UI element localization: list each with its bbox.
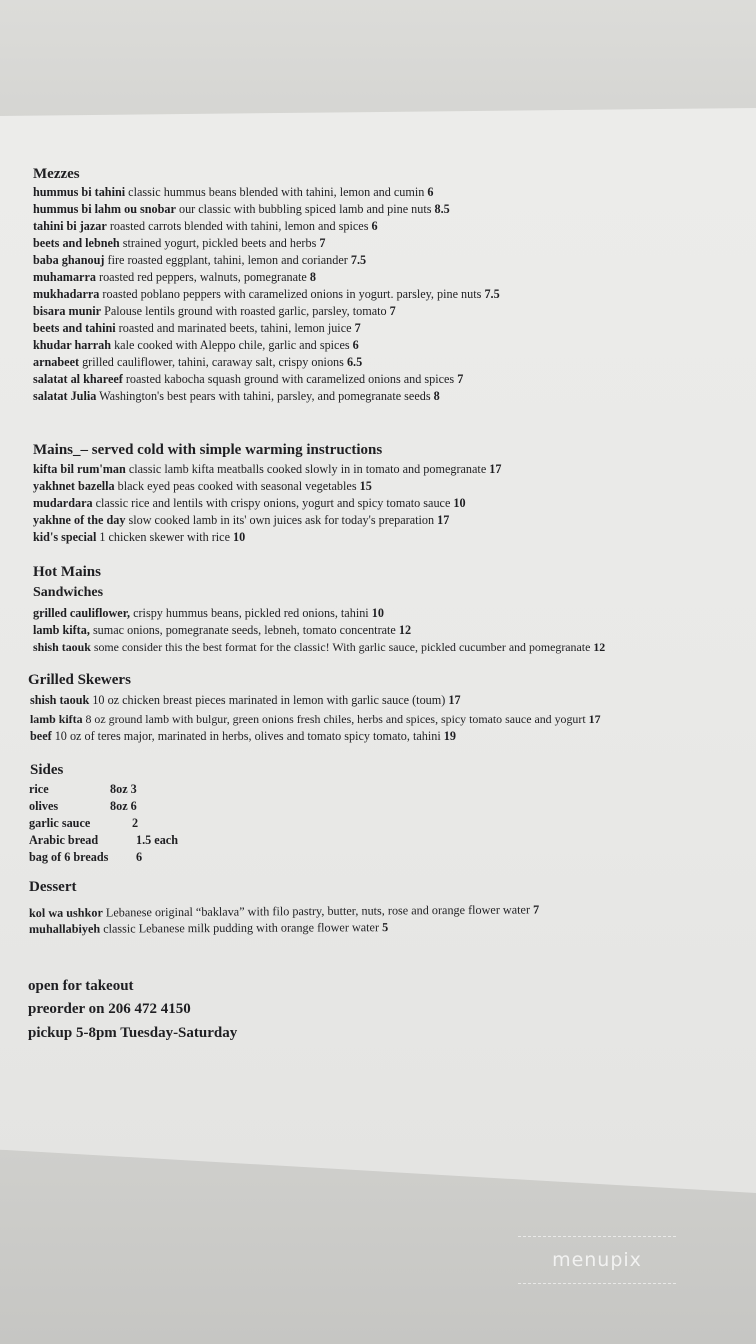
item-name: kid's special (33, 530, 97, 544)
item-desc: sumac onions, pomegranate seeds, lebneh, tomato concentrate (89, 623, 399, 637)
menupix-watermark: menupix (518, 1236, 676, 1284)
item-desc: 1 chicken skewer with rice (96, 530, 234, 544)
item-price: 6.5 (346, 355, 363, 369)
item-name: kifta bil rum'man (33, 462, 126, 476)
item-desc: strained yogurt, pickled beets and herbs (119, 236, 320, 250)
item-price: 6 (371, 219, 378, 233)
item-desc: roasted kabocha squash ground with caramelized onions and spices (122, 372, 458, 386)
item-name: yakhnet bazella (33, 479, 115, 493)
side-name: olives (29, 799, 59, 813)
item-desc: classic hummus beans blended with tahini, lemon and cumin (125, 185, 428, 199)
item-name: arnabeet (33, 355, 80, 369)
takeout-line: open for takeout (28, 978, 134, 994)
item-desc: 10 oz of teres major, marinated in herbs, olives and tomato spicy tomato, tahini (51, 729, 444, 743)
menu-item (30, 692, 461, 708)
item-desc: black eyed peas cooked with seasonal vegetables (114, 479, 360, 493)
side-qty: 8oz 3 (110, 782, 137, 796)
item-price: 8 (309, 270, 316, 284)
item-name: shish taouk (30, 693, 90, 707)
menu-item (33, 235, 325, 251)
item-name: khudar harrah (33, 338, 112, 352)
item-desc: roasted and marinated beets, tahini, lemon juice (115, 321, 355, 335)
menu-item (33, 512, 449, 528)
menu-item (33, 388, 440, 404)
item-price: 7.5 (484, 287, 500, 301)
item-desc: classic lamb kifta meatballs cooked slowly in in tomato and pomegranate (125, 462, 490, 476)
item-price: 7.5 (350, 253, 367, 267)
menu-item (33, 337, 359, 353)
item-desc: slow cooked lamb in its' own juices ask for today's preparation (125, 513, 438, 527)
item-name: shish taouk (33, 640, 91, 654)
item-price: 7 (457, 372, 464, 386)
section-title-hot-mains: Hot Mains (33, 564, 101, 580)
item-price: 8.5 (434, 202, 450, 216)
item-name: yakhne of the day (33, 513, 126, 527)
section-title-mezzes: Mezzes (33, 166, 80, 182)
menu-item (29, 901, 539, 921)
section-title-dessert: Dessert (29, 879, 77, 895)
item-name: muhallabiyeh (28, 921, 101, 936)
item-price: 5 (382, 920, 389, 935)
menu-item (30, 711, 601, 727)
menu-item (33, 354, 362, 370)
item-desc: roasted red peppers, walnuts, pomegranate (95, 270, 310, 284)
item-price: 19 (443, 729, 456, 743)
item-desc: grilled cauliflower, tahini, caraway salt, crispy onions (79, 355, 347, 369)
item-name: hummus bi tahini (33, 185, 126, 199)
menu-item (33, 622, 411, 638)
item-name: lamb kifta (30, 712, 83, 726)
item-desc: our classic with bubbling spiced lamb and pine nuts (175, 202, 435, 216)
section-title-mains: Mains_– served cold with simple warming instructions (33, 442, 383, 458)
menu-item (33, 252, 366, 268)
side-name: rice (29, 782, 49, 796)
side-qty: 8oz 6 (110, 799, 137, 813)
menu-item (33, 286, 500, 302)
side-name: garlic sauce (29, 816, 91, 830)
item-price: 6 (427, 185, 434, 199)
item-desc: roasted poblano peppers with caramelized onions in yogurt. parsley, pine nuts (99, 287, 485, 301)
menu-item (29, 919, 388, 937)
subsection-title-sandwiches: Sandwiches (33, 585, 104, 600)
menu-item (33, 320, 361, 336)
side-name: bag of 6 breads (29, 850, 109, 864)
item-desc: classic Lebanese milk pudding with orange flower water (100, 920, 383, 936)
section-title-sides: Sides (30, 762, 64, 778)
pickup-hours-line: pickup 5-8pm Tuesday-Saturday (28, 1025, 238, 1041)
menu-item (33, 639, 605, 655)
item-price: 6 (352, 338, 359, 352)
section-title-grilled-skewers: Grilled Skewers (28, 672, 131, 688)
item-name: salatat al khareef (33, 372, 123, 386)
item-name: tahini bi jazar (33, 219, 107, 233)
item-desc: roasted carrots blended with tahini, lemon and spices (106, 219, 372, 233)
side-qty: 2 (132, 816, 139, 830)
side-name: Arabic bread (29, 833, 99, 847)
item-desc: 8 oz ground lamb with bulgur, green onions fresh chiles, herbs and spices, spicy tomato sauce and yogurt (82, 712, 589, 726)
menu-item (33, 303, 396, 319)
item-price: 10 (233, 530, 246, 544)
item-desc: Lebanese original “baklava” with filo pastry, butter, nuts, rose and orange flower water (102, 902, 534, 920)
preorder-line: preorder on 206 472 4150 (28, 1001, 191, 1017)
item-name: hummus bi lahm ou snobar (33, 202, 176, 216)
item-price: 10 (453, 496, 466, 510)
item-name: lamb kifta, (33, 623, 90, 637)
item-price: 12 (398, 623, 412, 637)
item-price: 15 (359, 479, 372, 493)
item-name: beets and tahini (33, 321, 116, 335)
item-desc: Washington's best pears with tahini, parsley, and pomegranate seeds (96, 389, 434, 403)
item-desc: classic rice and lentils with crispy onions, yogurt and spicy tomato sauce (92, 496, 454, 510)
item-price: 7 (319, 236, 326, 250)
side-qty: 1.5 each (136, 833, 178, 847)
menu-item (33, 478, 372, 494)
item-name: baba ghanouj (33, 253, 105, 267)
menu-item (33, 529, 245, 545)
item-price: 10 (371, 606, 384, 620)
menu-item (33, 371, 463, 387)
menu-item (33, 605, 384, 621)
menu-item (33, 269, 316, 285)
item-price: 7 (532, 902, 540, 917)
item-desc: kale cooked with Aleppo chile, garlic and spices (111, 338, 353, 352)
menu-item (33, 218, 378, 234)
item-name: beef (30, 729, 52, 743)
item-name: muhamarra (33, 270, 96, 284)
item-price: 7 (354, 321, 361, 335)
item-desc: 10 oz chicken breast pieces marinated in lemon with garlic sauce (toum) (89, 693, 449, 707)
item-name: beets and lebneh (33, 236, 120, 250)
item-name: mukhadarra (33, 287, 100, 301)
item-price: 8 (433, 389, 440, 403)
menu-item (33, 184, 433, 200)
menu-item (30, 728, 456, 744)
menu-item (33, 461, 501, 477)
item-desc: some consider this the best format for the classic! With garlic sauce, pickled cucumber and pomegranate (90, 640, 594, 654)
item-name: bisara munir (33, 304, 102, 318)
side-qty: 6 (136, 850, 143, 864)
item-desc: Palouse lentils ground with roasted garlic, parsley, tomato (101, 304, 390, 318)
item-desc: fire roasted eggplant, tahini, lemon and coriander (104, 253, 351, 267)
item-name: mudardara (33, 496, 93, 510)
menu-item (33, 201, 450, 217)
item-name: salatat Julia (33, 389, 97, 403)
item-price: 17 (588, 712, 601, 726)
item-desc: crispy hummus beans, pickled red onions, tahini (130, 606, 372, 620)
item-price: 17 (489, 462, 502, 476)
item-price: 7 (389, 304, 396, 318)
item-price: 17 (448, 693, 461, 707)
item-price: 12 (593, 640, 606, 654)
item-name: grilled cauliflower, (33, 606, 131, 620)
menu-item (33, 495, 466, 511)
item-price: 17 (437, 513, 450, 527)
item-name: kol wa ushkor (28, 905, 103, 920)
